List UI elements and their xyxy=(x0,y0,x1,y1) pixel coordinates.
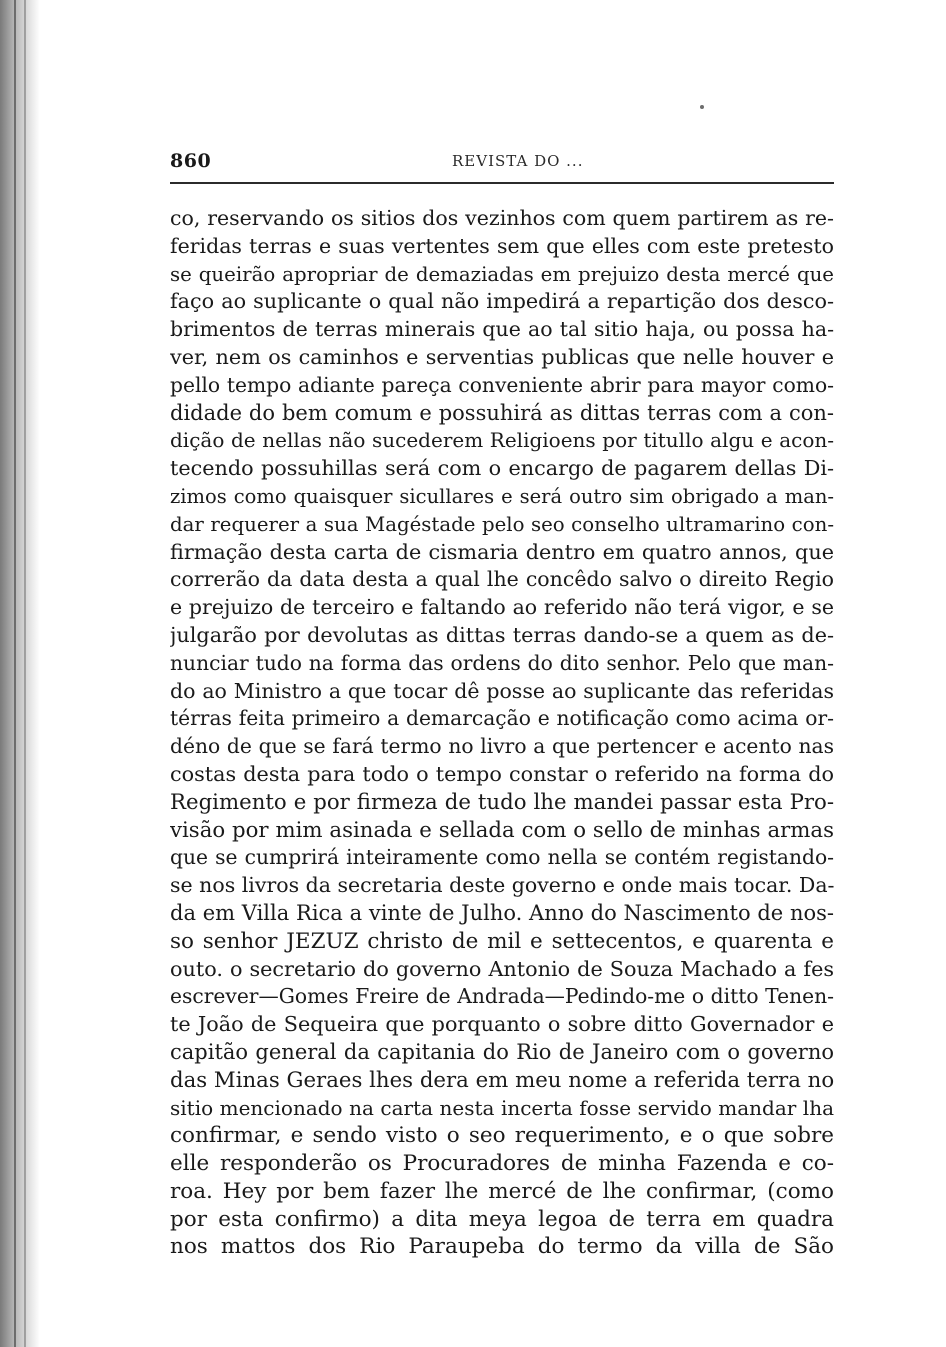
text-line: roa. Hey por bem fazer lhe mercé de lhe confirmar, (como xyxy=(170,1178,834,1204)
text-line: confirmar, e sendo visto o seo requerimento, e o que sobre xyxy=(170,1123,834,1149)
gutter-edge-line-inner xyxy=(24,0,26,1347)
text-line: didade do bem comum e possuhirá as dittas terras com a con- xyxy=(170,400,834,425)
text-line: outo. o secretario do governo Antonio de Souza Machado a fes xyxy=(170,956,834,981)
text-line: dição de nellas não sucederem Religioens por titullo algu e acon- xyxy=(170,428,834,453)
text-line: brimentos de terras minerais que ao tal sitio haja, ou possa ha- xyxy=(170,317,834,342)
text-line: do ao Ministro a que tocar dê posse ao suplicante das referidas xyxy=(170,678,834,703)
text-line: correrão da data desta a qual lhe concêdo salvo o direito Regio xyxy=(170,567,834,592)
text-line: da em Villa Rica a vinte de Julho. Anno do Nascimento de nos- xyxy=(170,900,834,925)
text-line: dar requerer a sua Magéstade pelo seo conselho ultramarino con- xyxy=(170,512,834,536)
text-line: firmação desta carta de cismaria dentro em quatro annos, que xyxy=(170,539,834,564)
text-line: que se cumprirá inteiramente como nella se contém registando- xyxy=(170,845,834,870)
text-line: e prejuizo de terceiro e faltando ao referido não terá vigor, e se xyxy=(170,595,834,620)
text-line: elle responderão os Procuradores de minha Fazenda e co- xyxy=(170,1151,834,1177)
text-line: capitão general da capitania do Rio de Janeiro com o governo xyxy=(170,1039,834,1064)
text-line: co, reservando os sitios dos vezinhos com quem partirem as re- xyxy=(170,206,834,230)
text-line: pello tempo adiante pareça conveniente abrir para mayor como- xyxy=(170,372,834,397)
text-line: por esta confirmo) a dita meya legoa de terra em quadra xyxy=(170,1206,834,1232)
text-line: escrever—Gomes Freire de Andrada—Pedindo-me o ditto Tenen- xyxy=(170,984,834,1009)
text-line: visão por mim asinada e sellada com o sello de minhas armas xyxy=(170,817,834,843)
text-line: se nos livros da secretaria deste governo e onde mais tocar. Da- xyxy=(170,873,834,898)
text-line: tecendo possuhillas será com o encargo de pagarem dellas Di- xyxy=(170,456,834,481)
book-gutter-shadow xyxy=(0,0,40,1347)
text-line: feridas terras e suas vertentes sem que elles com este pretesto xyxy=(170,233,834,258)
text-line: ver, nem os caminhos e serventias publicas que nelle houver e xyxy=(170,344,834,369)
page-number: 860 xyxy=(170,150,212,172)
scan-speck xyxy=(700,105,704,109)
text-line: costas desta para todo o tempo constar o referido na forma do xyxy=(170,761,834,786)
text-line: sitio mencionado na carta nesta incerta fosse servido mandar lha xyxy=(170,1095,834,1120)
page-header xyxy=(170,146,838,176)
text-line: nunciar tudo na forma das ordens do dito senhor. Pelo que man- xyxy=(170,650,834,675)
text-line: térras feita primeiro a demarcação e notificação como acima or- xyxy=(170,706,834,731)
text-line: se queirão apropriar de demaziadas em prejuizo desta mercé que xyxy=(170,262,834,286)
gutter-edge-line xyxy=(14,0,16,1347)
text-line: julgarão por devolutas as dittas terras dando-se a quem as de- xyxy=(170,622,834,647)
text-line: nos mattos dos Rio Paraupeba do termo da villa de São xyxy=(170,1234,834,1260)
header-rule xyxy=(170,182,834,184)
text-line: faço ao suplicante o qual não impedirá a repartição dos desco- xyxy=(170,289,834,314)
text-line: das Minas Geraes lhes dera em meu nome a referida terra no xyxy=(170,1067,834,1093)
running-head: REVISTA DO ... xyxy=(452,152,584,170)
text-line: déno de que se fará termo no livro a que pertencer e acento nas xyxy=(170,734,834,759)
body-text xyxy=(170,205,834,1261)
text-line: Regimento e por firmeza de tudo lhe mandei passar esta Pro- xyxy=(170,789,834,815)
text-line: so senhor JEZUZ christo de mil e settecentos, e quarenta e xyxy=(170,928,834,954)
text-line: zimos como quaisquer sicullares e será outro sim obrigado a man- xyxy=(170,484,834,508)
text-line: te João de Sequeira que porquanto o sobre ditto Governador e xyxy=(170,1012,834,1037)
